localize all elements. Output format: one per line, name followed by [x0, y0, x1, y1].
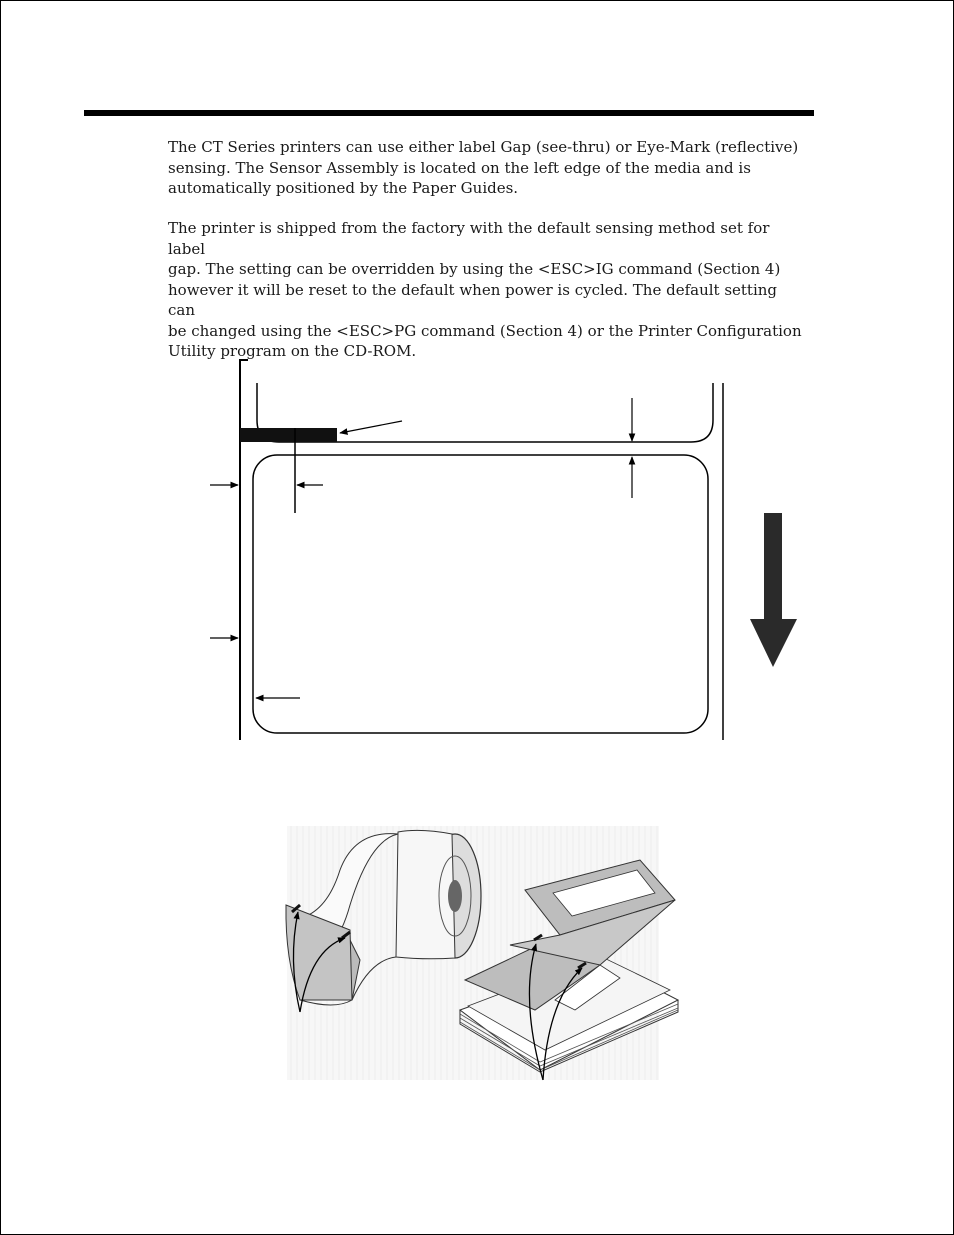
text-line: be changed using the <ESC>PG command (Section 4) or the Printer Configuration — [168, 321, 802, 340]
text-line: automatically positioned by the Paper Guides. — [168, 179, 519, 197]
text-line: Utility program on the CD-ROM. — [168, 342, 417, 360]
text-line: gap. The setting can be overridden by using the <ESC>IG command (Section 4) — [168, 260, 781, 278]
text-line: sensing. The Sensor Assembly is located on the left edge of the media and is — [168, 158, 751, 177]
text-line: The printer is shipped from the factory with the default sensing method set for label — [168, 219, 770, 258]
text-line: The CT Series printers can use either label Gap (see-thru) or Eye-Mark (reflective) — [168, 138, 799, 156]
text-line: however it will be reset to the default when power is cycled. The default setting can — [168, 280, 778, 319]
